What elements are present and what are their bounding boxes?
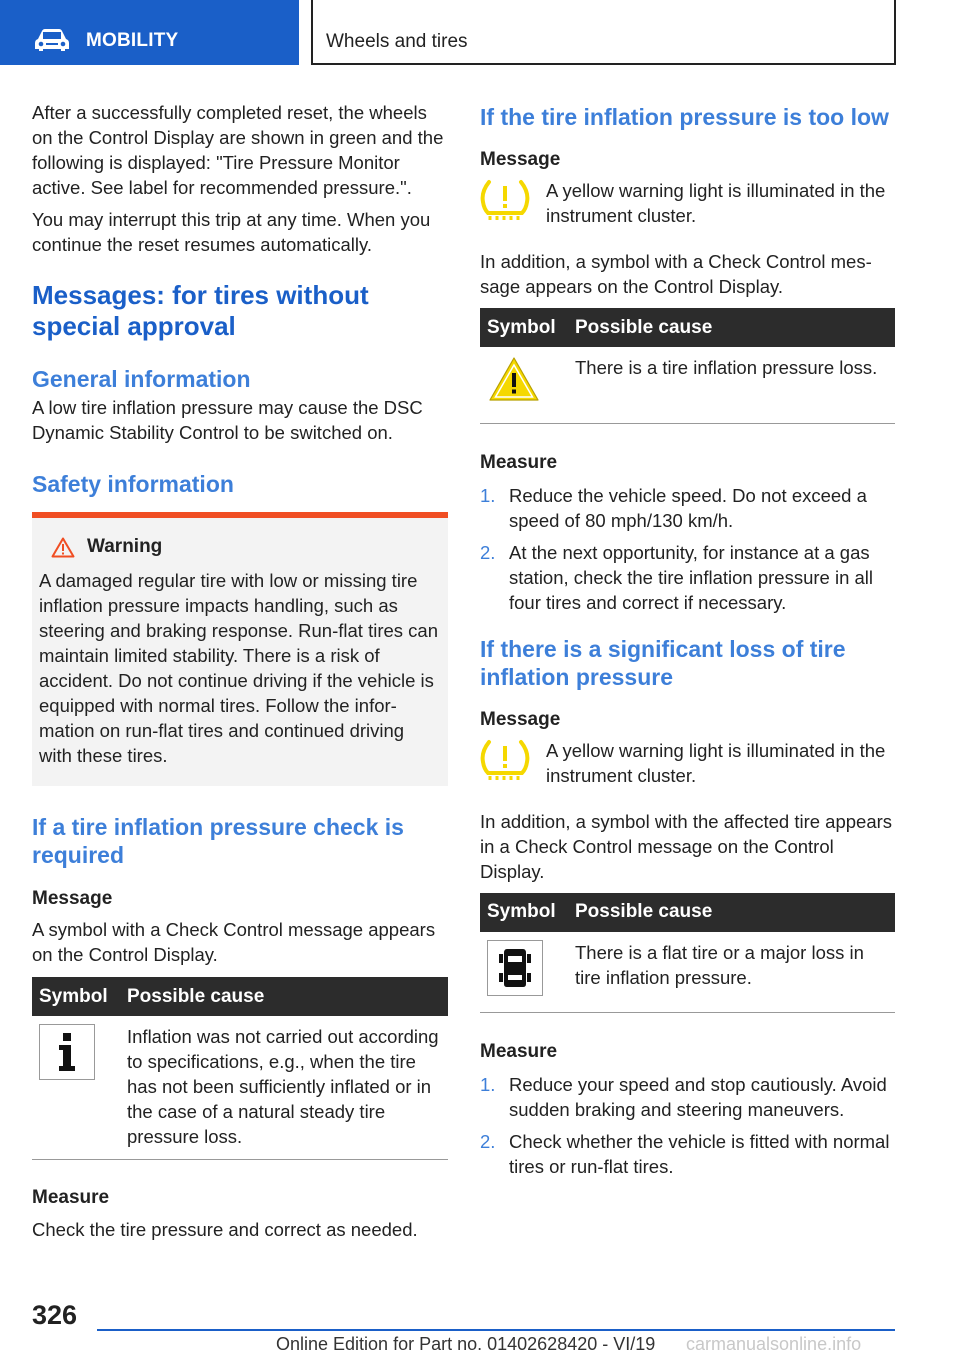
list-item <box>480 1072 895 1122</box>
table-row <box>480 347 895 423</box>
message-label: Message <box>480 708 561 730</box>
pressure-too-low-heading: If the tire inflation pressure is too low <box>480 104 889 130</box>
table-header-row <box>480 308 895 347</box>
symbol-cell <box>480 347 568 423</box>
cause-column-header: Possible cause <box>120 977 448 1016</box>
step-text: Reduce the vehicle speed. Do not exceed a speed of 80 mph/130 km/h. <box>509 484 867 531</box>
header-section-tab <box>0 0 299 65</box>
icon-cell <box>480 178 546 227</box>
page-number: 326 <box>32 1300 78 1330</box>
addition-text: In addition, a symbol with a Check Control message appears on the Control Display. <box>480 251 872 297</box>
right-column <box>480 103 895 1186</box>
step-text: At the next opportunity, for instance at a gas station, check the tire inflation pressure in all four tires and correct if necessary. <box>509 541 874 613</box>
header-section-label: MOBILITY <box>86 30 179 51</box>
cause-cell: There is a tire inflation pressure loss. <box>568 347 895 423</box>
footer-edition: Online Edition for Part no. 01402628420 - VI/19 <box>276 1334 656 1354</box>
step-number: 2. <box>480 1130 496 1152</box>
list-item <box>480 540 895 615</box>
table-header-row <box>32 977 448 1016</box>
table-row <box>480 932 895 1013</box>
warning-triangle-icon <box>487 355 541 403</box>
symbol-table <box>480 308 895 424</box>
measure-steps-list <box>480 1072 895 1179</box>
significant-loss-heading: If there is a significant loss of tire inflation pressure <box>480 635 846 690</box>
warning-text: A damaged regular tire with low or missing tire inflation pressure impacts handling, such as steering and braking response. Run-flat tires can maintain limited stability. There is a risk of accident. Do not continue driving if the vehicle is equipped with normal tires. Follow the information on run-flat tires and continued driving with these tires. <box>39 570 438 766</box>
symbol-column-header: Symbol <box>480 308 568 347</box>
icon-cell <box>480 738 546 787</box>
step-text: Check whether the vehicle is fitted with normal tires or run-flat tires. <box>509 1130 890 1177</box>
general-information-heading: General information <box>32 366 251 392</box>
pressure-check-heading: If a tire inflation pressure check is required <box>32 814 404 868</box>
cause-column-header: Possible cause <box>568 308 895 347</box>
message-label: Message <box>480 149 561 170</box>
warning-triangle-icon <box>51 537 75 558</box>
list-item <box>480 1129 895 1179</box>
check-control-text: A symbol with a Check Control message appears on the Control Display. <box>32 919 436 965</box>
measure-label: Measure <box>480 451 558 473</box>
yellow-light-text: A yellow warning light is illuminated in the instrument cluster. <box>546 739 886 786</box>
step-text: Reduce your speed and stop cautiously. Avoid sudden braking and steering maneuvers. <box>509 1073 887 1120</box>
table-header-row <box>480 893 895 932</box>
warning-title-row <box>39 536 440 558</box>
tire-pressure-warning-icon <box>480 738 530 782</box>
safety-information-heading: Safety information <box>32 471 234 497</box>
car-icon <box>34 28 70 52</box>
measure-steps-list <box>480 483 895 615</box>
messages-heading: Messages: for tires without special approval <box>32 280 369 341</box>
header-chapter-label: Wheels and tires <box>326 31 468 52</box>
step-number: 1. <box>480 1073 496 1095</box>
info-icon <box>39 1024 95 1080</box>
symbol-column-header: Symbol <box>32 977 120 1016</box>
symbol-table <box>32 977 448 1160</box>
message-label: Message <box>32 888 113 909</box>
symbol-column-header: Symbol <box>480 893 568 932</box>
list-item <box>480 483 895 533</box>
yellow-light-row <box>480 178 895 228</box>
cause-cell: Inflation was not carried out according to specifications, e.g., when the tire has not been sufficiently inflated or in the case of a natural steady tire pressure loss. <box>120 1016 448 1160</box>
measure-label: Measure <box>480 1040 558 1062</box>
header-chapter-tab <box>311 0 896 65</box>
step-number: 2. <box>480 541 496 563</box>
yellow-light-row <box>480 738 895 788</box>
symbol-cell <box>32 1016 120 1160</box>
cause-column-header: Possible cause <box>568 893 895 932</box>
measure-text: Check the tire pressure and correct as needed. <box>32 1219 418 1240</box>
warning-title: Warning <box>87 536 163 557</box>
warning-box <box>32 512 448 786</box>
measure-label: Measure <box>32 1187 110 1208</box>
general-information-text: A low tire inflation pressure may cause the DSC Dynamic Stability Control to be switched on. <box>32 397 423 443</box>
symbol-table <box>480 893 895 1013</box>
interrupt-paragraph: You may interrupt this trip at any time. When you continue the reset resumes automatically. <box>32 209 431 255</box>
footer-divider <box>97 1329 895 1331</box>
left-column <box>32 100 448 1242</box>
addition-text: In addition, a symbol with the affected tire appears in a Check Control message on the Control Display. <box>480 810 893 882</box>
table-row <box>32 1016 448 1160</box>
reset-paragraph: After a successfully completed reset, the wheels on the Control Display are shown in green and the following is displayed: "Tire Pressure Monitor active. See label for recommended pressure.". <box>32 102 444 198</box>
symbol-cell <box>480 932 568 1013</box>
step-number: 1. <box>480 484 496 506</box>
flat-tire-car-icon <box>487 940 543 996</box>
yellow-light-text: A yellow warning light is illuminated in the instrument cluster. <box>546 180 886 226</box>
tire-pressure-warning-icon <box>480 178 530 222</box>
cause-cell: There is a flat tire or a major loss in tire inflation pressure. <box>568 932 895 1013</box>
footer-watermark[interactable]: carmanualsonline.info <box>686 1334 862 1354</box>
